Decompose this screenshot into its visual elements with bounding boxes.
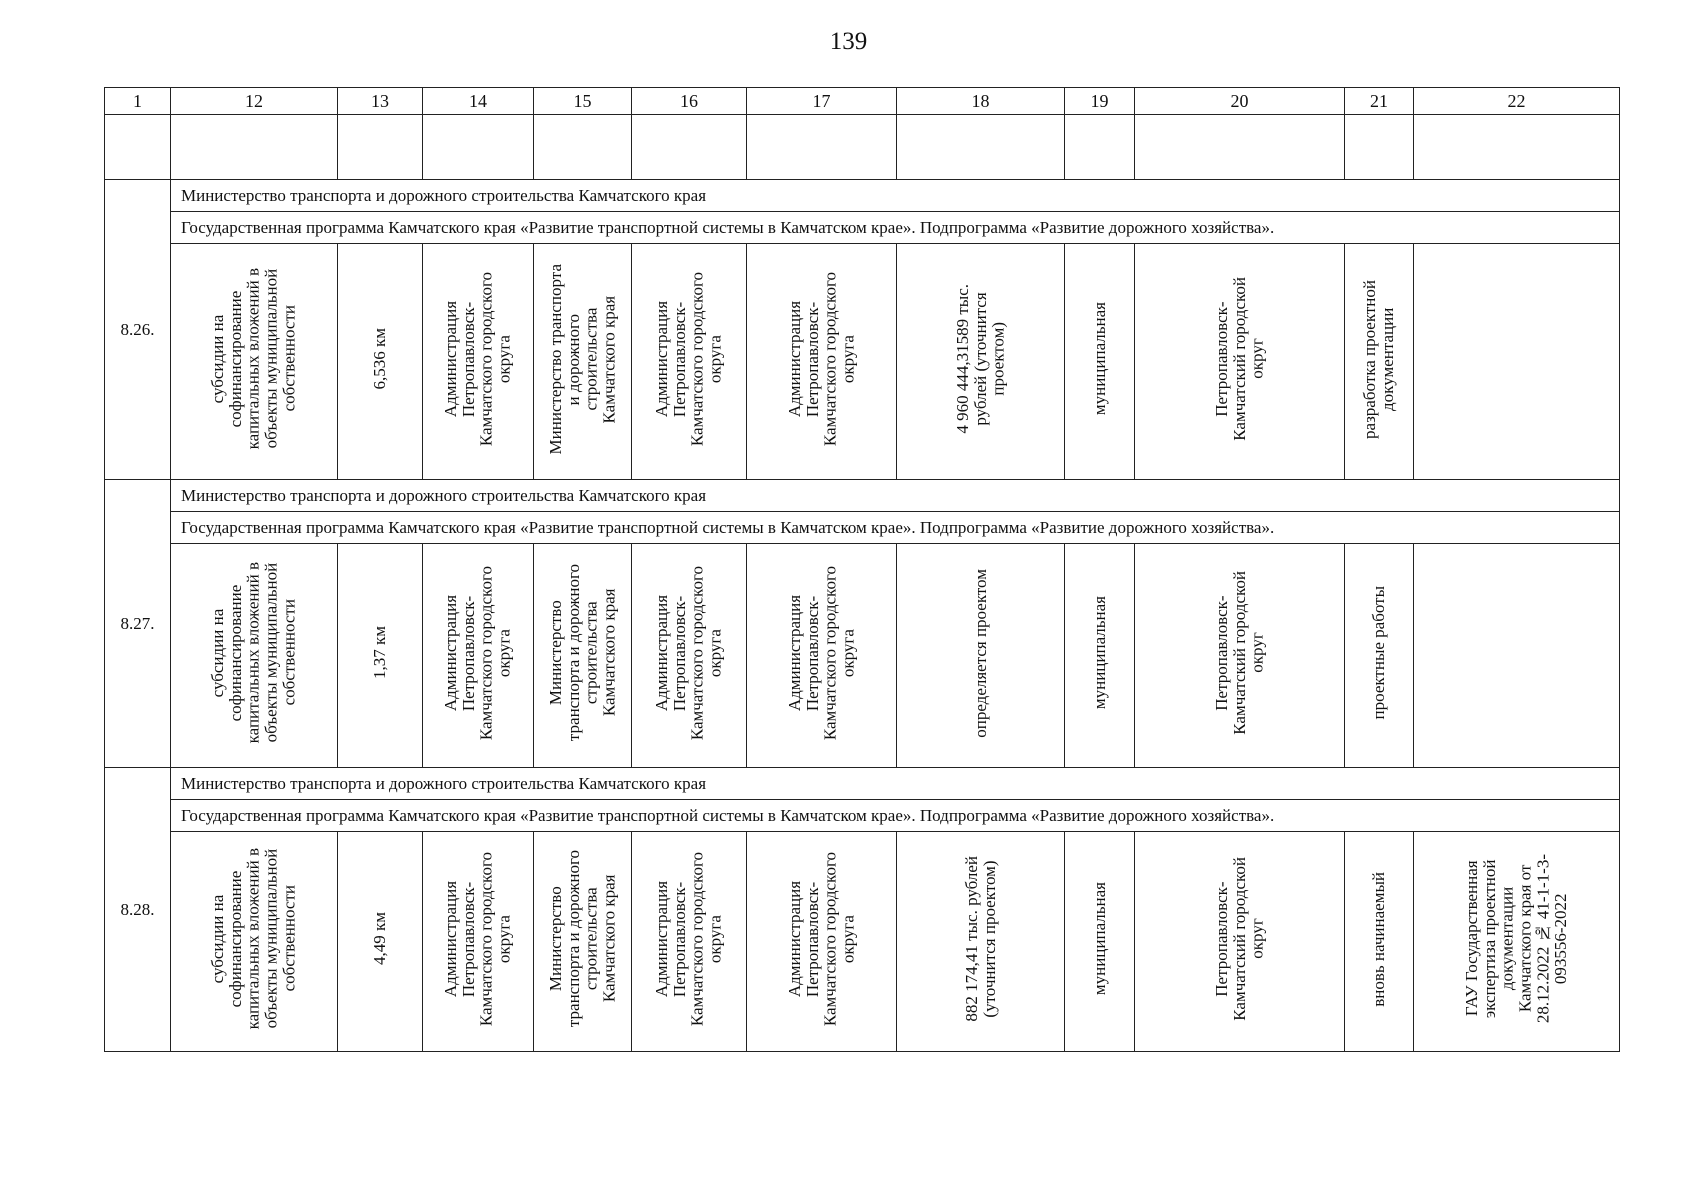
cell-text: Администрация Петропавловск- Камчатского городского округа [441,271,514,447]
column-header: 18 [897,88,1065,115]
program-row [105,212,1620,244]
cell-text: 4 960 444,31589 тыс. рублей (уточнится проектом) [952,284,1008,434]
data-cell [1135,244,1345,480]
cell-text: Администрация Петропавловск- Камчатского городского округа [441,565,514,741]
ministry-row [105,180,1620,212]
data-cell [171,544,338,768]
cell-text: Министерство транспорта и дорожного строительства Камчатского края [545,263,619,455]
blank-row [105,115,1620,180]
cell-text: субсидии на софинансирование капитальных вложений в объекты муниципальной собственности [208,848,299,1030]
data-cell [1414,244,1620,480]
column-header: 13 [338,88,423,115]
program-row [105,800,1620,832]
column-header: 1 [105,88,171,115]
data-cell [423,244,534,480]
cell-text: Петропавловск- Камчатский городской округ [1211,571,1267,735]
column-header: 16 [632,88,747,115]
ministry-name: Министерство транспорта и дорожного строительства Камчатского края [171,480,1620,512]
cell-text: муниципальная [1089,302,1109,416]
cell-text: Администрация Петропавловск- Камчатского городского округа [652,271,725,447]
ministry-name: Министерство транспорта и дорожного строительства Камчатского края [171,180,1620,212]
blank-cell [632,115,747,180]
cell-text: субсидии на софинансирование капитальных вложений в объекты муниципальной собственности [208,562,299,744]
data-cell [1414,832,1620,1052]
cell-text: Петропавловск- Камчатский городской округ [1211,857,1267,1021]
column-header: 22 [1414,88,1620,115]
blank-cell [747,115,897,180]
data-cell [1345,244,1414,480]
data-cell [338,832,423,1052]
data-cell [1135,544,1345,768]
data-cell [534,244,632,480]
item-number: 8.28. [105,768,171,1052]
blank-cell [105,115,171,180]
data-cell [338,244,423,480]
column-header: 15 [534,88,632,115]
data-cell [747,544,897,768]
program-name: Государственная программа Камчатского края «Развитие транспортной системы в Камчатском крае». Подпрограмма «Развитие дорожного хозяйства». [171,800,1620,832]
data-cell [1345,832,1414,1052]
data-cell [534,544,632,768]
data-cell [423,832,534,1052]
blank-cell [423,115,534,180]
data-cell [897,244,1065,480]
item-number: 8.26. [105,180,171,480]
data-cell [632,244,747,480]
column-number-row [105,88,1620,115]
cell-text: 1,37 км [370,626,390,680]
data-row [105,244,1620,480]
column-header: 20 [1135,88,1345,115]
data-cell [1345,544,1414,768]
cell-text: муниципальная [1089,882,1109,996]
cell-text: ГАУ Государственная экспертиза проектной документации Камчатского края от 28.12.2022 № 41-1-1-3- 093556-2022 [1461,854,1571,1024]
column-header: 19 [1065,88,1135,115]
blank-cell [171,115,338,180]
ministry-row [105,768,1620,800]
cell-text: Администрация Петропавловск- Камчатского городского округа [652,851,725,1027]
column-header: 12 [171,88,338,115]
cell-text: 4,49 км [370,912,390,966]
blank-cell [338,115,423,180]
data-cell [747,832,897,1052]
data-cell [1135,832,1345,1052]
data-cell [534,832,632,1052]
column-header: 21 [1345,88,1414,115]
column-header: 17 [747,88,897,115]
data-cell [747,244,897,480]
cell-text: муниципальная [1089,596,1109,710]
program-row [105,512,1620,544]
cell-text: разработка проектной документации [1360,279,1397,439]
cell-text: определяется проектом [970,568,990,738]
cell-text: проектные работы [1369,586,1389,720]
blank-cell [1135,115,1345,180]
item-number: 8.27. [105,480,171,768]
data-cell [423,544,534,768]
data-cell [1414,544,1620,768]
projects-table [104,87,1620,1052]
cell-text: Администрация Петропавловск- Камчатского городского округа [652,565,725,741]
cell-text: Администрация Петропавловск- Камчатского городского округа [441,851,514,1027]
cell-text: Администрация Петропавловск- Камчатского городского округа [784,851,858,1027]
data-cell [1065,832,1135,1052]
column-header: 14 [423,88,534,115]
blank-cell [897,115,1065,180]
data-cell [1065,244,1135,480]
program-name: Государственная программа Камчатского края «Развитие транспортной системы в Камчатском крае». Подпрограмма «Развитие дорожного хозяйства». [171,212,1620,244]
cell-text: вновь начинаемый [1369,871,1389,1007]
data-cell [632,832,747,1052]
blank-cell [1065,115,1135,180]
cell-text: Администрация Петропавловск- Камчатского городского округа [784,271,858,447]
cell-text: Администрация Петропавловск- Камчатского городского округа [784,565,858,741]
data-row [105,832,1620,1052]
program-name: Государственная программа Камчатского края «Развитие транспортной системы в Камчатском крае». Подпрограмма «Развитие дорожного хозяйства». [171,512,1620,544]
blank-cell [534,115,632,180]
page-number: 139 [829,28,868,55]
cell-text: 6,536 км [370,328,390,390]
cell-text: Министерство транспорта и дорожного строительства Камчатского края [545,564,619,742]
ministry-row [105,480,1620,512]
cell-text: Министерство транспорта и дорожного строительства Камчатского края [545,850,619,1028]
blank-cell [1345,115,1414,180]
blank-cell [1414,115,1620,180]
data-row [105,544,1620,768]
cell-text: Петропавловск- Камчатский городской округ [1211,277,1267,441]
data-cell [632,544,747,768]
cell-text: 882 174,41 тыс. рублей (уточнится проектом) [961,856,999,1022]
data-cell [897,832,1065,1052]
data-cell [338,544,423,768]
cell-text: субсидии на софинансирование капитальных вложений в объекты муниципальной собственности [208,268,299,450]
data-cell [171,244,338,480]
data-cell [897,544,1065,768]
ministry-name: Министерство транспорта и дорожного строительства Камчатского края [171,768,1620,800]
data-cell [171,832,338,1052]
data-cell [1065,544,1135,768]
